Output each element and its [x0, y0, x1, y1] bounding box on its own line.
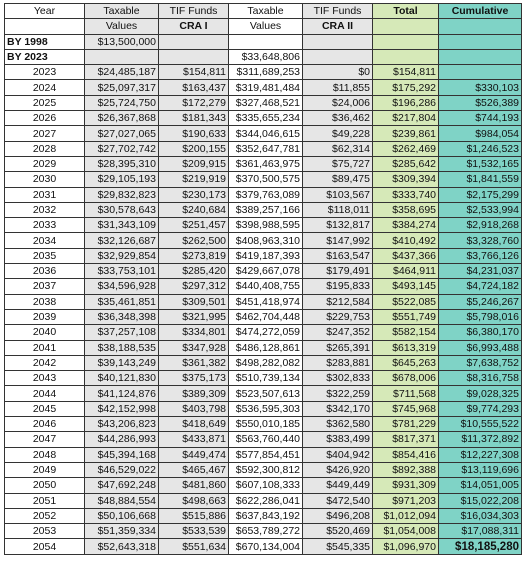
taxable-values-cra2-cell: $335,655,234 [229, 111, 303, 126]
taxable-values-cra2-cell: $352,647,781 [229, 141, 303, 156]
cumulative-cell: $5,246,267 [439, 294, 522, 309]
table-row [5, 65, 522, 80]
cumulative-cell: $8,316,758 [439, 371, 522, 386]
header-taxable-2: Taxable [229, 4, 303, 19]
taxable-values-cra1-cell: $40,121,830 [85, 371, 159, 386]
taxable-values-cra2-cell: $653,789,272 [229, 524, 303, 539]
table-row [5, 325, 522, 340]
year-cell: 2051 [5, 493, 85, 508]
year-cell: 2035 [5, 248, 85, 263]
taxable-values-cra2-cell: $510,739,134 [229, 371, 303, 386]
table-row [5, 401, 522, 416]
base-year-2023-empty-3 [303, 49, 373, 64]
tif-funds-cra1-cell: $334,801 [159, 325, 229, 340]
year-cell: 2042 [5, 355, 85, 370]
taxable-values-cra2-cell: $592,300,812 [229, 462, 303, 477]
taxable-values-cra2-cell: $398,988,595 [229, 218, 303, 233]
base-year-1998-label: BY 1998 [5, 34, 85, 49]
cumulative-cell: $10,555,522 [439, 417, 522, 432]
taxable-values-cra2-cell: $622,286,041 [229, 493, 303, 508]
total-cell: $854,416 [373, 447, 439, 462]
taxable-values-cra2-cell: $670,134,004 [229, 539, 303, 554]
total-cell: $410,492 [373, 233, 439, 248]
cumulative-cell: $13,119,696 [439, 462, 522, 477]
total-cell: $1,012,094 [373, 508, 439, 523]
total-cell: $522,085 [373, 294, 439, 309]
taxable-values-cra1-cell: $29,832,823 [85, 187, 159, 202]
table-row [5, 309, 522, 324]
tif-funds-cra2-cell: $545,335 [303, 539, 373, 554]
taxable-values-cra1-cell: $48,884,554 [85, 493, 159, 508]
cumulative-cell [439, 65, 522, 80]
taxable-values-cra2-cell: $523,507,613 [229, 386, 303, 401]
header-cumulative-2 [439, 19, 522, 34]
cumulative-cell: $6,993,488 [439, 340, 522, 355]
tif-funds-cra1-cell: $551,634 [159, 539, 229, 554]
taxable-values-cra1-cell: $34,596,928 [85, 279, 159, 294]
year-cell: 2054 [5, 539, 85, 554]
taxable-values-cra1-cell: $30,578,643 [85, 202, 159, 217]
total-cell: $582,154 [373, 325, 439, 340]
tif-funds-cra2-cell: $147,992 [303, 233, 373, 248]
taxable-values-cra1-cell: $33,753,101 [85, 264, 159, 279]
tif-funds-cra2-cell: $118,011 [303, 202, 373, 217]
base-year-1998-empty-3 [303, 34, 373, 49]
taxable-values-cra1-cell: $41,124,876 [85, 386, 159, 401]
table-row [5, 524, 522, 539]
cumulative-cell: $526,389 [439, 95, 522, 110]
cumulative-cell: $16,034,303 [439, 508, 522, 523]
table-row [5, 294, 522, 309]
cumulative-cell: $3,328,760 [439, 233, 522, 248]
year-cell: 2043 [5, 371, 85, 386]
year-cell: 2029 [5, 156, 85, 171]
base-year-2023-value: $33,648,806 [229, 49, 303, 64]
tif-funds-cra1-cell: $389,309 [159, 386, 229, 401]
taxable-values-cra1-cell: $44,286,993 [85, 432, 159, 447]
cumulative-cell: $12,227,308 [439, 447, 522, 462]
cumulative-cell: $2,918,268 [439, 218, 522, 233]
cumulative-cell: $3,766,126 [439, 248, 522, 263]
tif-funds-cra2-cell: $36,462 [303, 111, 373, 126]
taxable-values-cra2-cell: $429,667,078 [229, 264, 303, 279]
header-tif-funds-1: TIF Funds [159, 4, 229, 19]
header-tif-funds-2: TIF Funds [303, 4, 373, 19]
total-cell: $464,911 [373, 264, 439, 279]
cumulative-cell: $330,103 [439, 80, 522, 95]
tif-funds-cra1-cell: $498,663 [159, 493, 229, 508]
total-cell: $239,861 [373, 126, 439, 141]
total-cell: $217,804 [373, 111, 439, 126]
taxable-values-cra2-cell: $344,046,615 [229, 126, 303, 141]
tif-funds-cra2-cell: $342,170 [303, 401, 373, 416]
taxable-values-cra1-cell: $32,929,854 [85, 248, 159, 263]
tif-funds-cra1-cell: $240,684 [159, 202, 229, 217]
base-year-1998-value: $13,500,000 [85, 34, 159, 49]
year-cell: 2025 [5, 95, 85, 110]
tif-funds-cra2-cell: $265,391 [303, 340, 373, 355]
cumulative-cell: $984,054 [439, 126, 522, 141]
header-total: Total [373, 4, 439, 19]
total-cell: $285,642 [373, 156, 439, 171]
table-row [5, 156, 522, 171]
year-cell: 2040 [5, 325, 85, 340]
year-cell: 2036 [5, 264, 85, 279]
year-cell: 2028 [5, 141, 85, 156]
year-cell: 2027 [5, 126, 85, 141]
taxable-values-cra1-cell: $36,348,398 [85, 309, 159, 324]
tif-funds-cra2-cell: $496,208 [303, 508, 373, 523]
taxable-values-cra1-cell: $32,126,687 [85, 233, 159, 248]
year-cell: 2037 [5, 279, 85, 294]
year-cell: 2052 [5, 508, 85, 523]
year-cell: 2031 [5, 187, 85, 202]
tif-funds-cra2-cell: $179,491 [303, 264, 373, 279]
tif-funds-cra2-cell: $195,833 [303, 279, 373, 294]
tif-funds-cra1-cell: $190,633 [159, 126, 229, 141]
base-year-2023-empty-4 [373, 49, 439, 64]
taxable-values-cra2-cell: $389,257,166 [229, 202, 303, 217]
total-cell: $645,263 [373, 355, 439, 370]
table-row [5, 279, 522, 294]
total-cell: $1,054,008 [373, 524, 439, 539]
total-cell: $493,145 [373, 279, 439, 294]
taxable-values-cra2-cell: $408,963,310 [229, 233, 303, 248]
taxable-values-cra1-cell: $45,394,168 [85, 447, 159, 462]
total-cell: $678,006 [373, 371, 439, 386]
tif-funds-cra2-cell: $163,547 [303, 248, 373, 263]
total-cell: $781,229 [373, 417, 439, 432]
taxable-values-cra1-cell: $39,143,249 [85, 355, 159, 370]
table-row [5, 447, 522, 462]
base-year-2023-row [5, 49, 522, 64]
year-cell: 2026 [5, 111, 85, 126]
tif-funds-cra1-cell: $433,871 [159, 432, 229, 447]
taxable-values-cra1-cell: $31,343,109 [85, 218, 159, 233]
total-cell: $358,695 [373, 202, 439, 217]
table-row [5, 493, 522, 508]
taxable-values-cra1-cell: $52,643,318 [85, 539, 159, 554]
total-cell: $175,292 [373, 80, 439, 95]
year-cell: 2048 [5, 447, 85, 462]
taxable-values-cra2-cell: $577,854,451 [229, 447, 303, 462]
tif-funds-cra2-cell: $132,817 [303, 218, 373, 233]
tif-funds-cra1-cell: $347,928 [159, 340, 229, 355]
table-row [5, 218, 522, 233]
tif-funds-cra1-cell: $251,457 [159, 218, 229, 233]
tif-funds-cra1-cell: $309,501 [159, 294, 229, 309]
tif-funds-cra1-cell: $219,919 [159, 172, 229, 187]
taxable-values-cra2-cell: $637,843,192 [229, 508, 303, 523]
table-row [5, 417, 522, 432]
tif-funds-cra2-cell: $472,540 [303, 493, 373, 508]
total-cell: $971,203 [373, 493, 439, 508]
table-row [5, 111, 522, 126]
total-cell: $309,394 [373, 172, 439, 187]
table-row [5, 508, 522, 523]
tif-funds-cra2-cell: $283,881 [303, 355, 373, 370]
total-cell: $154,811 [373, 65, 439, 80]
taxable-values-cra2-cell: $563,760,440 [229, 432, 303, 447]
taxable-values-cra1-cell: $28,395,310 [85, 156, 159, 171]
taxable-values-cra2-cell: $498,282,082 [229, 355, 303, 370]
tif-funds-cra1-cell: $375,173 [159, 371, 229, 386]
cumulative-cell: $11,372,892 [439, 432, 522, 447]
table-row [5, 202, 522, 217]
taxable-values-cra2-cell: $536,595,303 [229, 401, 303, 416]
tif-funds-cra1-cell: $172,279 [159, 95, 229, 110]
year-cell: 2024 [5, 80, 85, 95]
tif-funds-cra1-cell: $361,382 [159, 355, 229, 370]
cumulative-cell: $1,532,165 [439, 156, 522, 171]
tif-projection-table [4, 3, 522, 555]
taxable-values-cra2-cell: $327,468,521 [229, 95, 303, 110]
cumulative-cell: $14,051,005 [439, 478, 522, 493]
tif-funds-cra1-cell: $481,860 [159, 478, 229, 493]
table-row [5, 248, 522, 263]
table-row [5, 141, 522, 156]
tif-funds-cra1-cell: $533,539 [159, 524, 229, 539]
tif-funds-cra1-cell: $230,173 [159, 187, 229, 202]
taxable-values-cra1-cell: $25,724,750 [85, 95, 159, 110]
table-row [5, 340, 522, 355]
header-row-2 [5, 19, 522, 34]
taxable-values-cra2-cell: $550,010,185 [229, 417, 303, 432]
tif-funds-cra2-cell: $24,006 [303, 95, 373, 110]
taxable-values-cra1-cell: $24,485,187 [85, 65, 159, 80]
taxable-values-cra1-cell: $27,027,065 [85, 126, 159, 141]
header-values-2: Values [229, 19, 303, 34]
cumulative-cell: $9,774,293 [439, 401, 522, 416]
taxable-values-cra2-cell: $451,418,974 [229, 294, 303, 309]
year-cell: 2045 [5, 401, 85, 416]
tif-funds-cra1-cell: $418,649 [159, 417, 229, 432]
base-year-2023-empty-2 [159, 49, 229, 64]
cumulative-cell: $2,175,299 [439, 187, 522, 202]
total-cell: $333,740 [373, 187, 439, 202]
table-row [5, 478, 522, 493]
base-year-1998-empty-2 [229, 34, 303, 49]
tif-funds-cra2-cell: $247,352 [303, 325, 373, 340]
taxable-values-cra2-cell: $486,128,861 [229, 340, 303, 355]
tif-funds-cra1-cell: $262,500 [159, 233, 229, 248]
tif-funds-cra2-cell: $322,259 [303, 386, 373, 401]
table-row [5, 539, 522, 554]
total-cell: $384,274 [373, 218, 439, 233]
total-cell: $892,388 [373, 462, 439, 477]
header-taxable-1: Taxable [85, 4, 159, 19]
table-row [5, 432, 522, 447]
tif-funds-cra2-cell: $89,475 [303, 172, 373, 187]
tif-funds-cra2-cell: $449,449 [303, 478, 373, 493]
taxable-values-cra2-cell: $311,689,253 [229, 65, 303, 80]
base-year-2023-empty-1 [85, 49, 159, 64]
tif-funds-cra1-cell: $321,995 [159, 309, 229, 324]
year-cell: 2038 [5, 294, 85, 309]
base-year-1998-empty-4 [373, 34, 439, 49]
year-cell: 2033 [5, 218, 85, 233]
tif-funds-cra2-cell: $383,499 [303, 432, 373, 447]
taxable-values-cra1-cell: $42,152,998 [85, 401, 159, 416]
base-year-1998-empty-5 [439, 34, 522, 49]
tif-funds-cra2-cell: $302,833 [303, 371, 373, 386]
taxable-values-cra2-cell: $370,500,575 [229, 172, 303, 187]
taxable-values-cra2-cell: $419,187,393 [229, 248, 303, 263]
table-row [5, 187, 522, 202]
year-cell: 2049 [5, 462, 85, 477]
table-row [5, 355, 522, 370]
base-year-2023-empty-5 [439, 49, 522, 64]
year-cell: 2046 [5, 417, 85, 432]
total-cell: $1,096,970 [373, 539, 439, 554]
taxable-values-cra2-cell: $361,463,975 [229, 156, 303, 171]
total-cell: $437,366 [373, 248, 439, 263]
cumulative-cell: $5,798,016 [439, 309, 522, 324]
taxable-values-cra1-cell: $37,257,108 [85, 325, 159, 340]
tif-funds-cra2-cell: $11,855 [303, 80, 373, 95]
total-cell: $551,749 [373, 309, 439, 324]
taxable-values-cra2-cell: $440,408,755 [229, 279, 303, 294]
taxable-values-cra1-cell: $50,106,668 [85, 508, 159, 523]
cumulative-cell: $4,231,037 [439, 264, 522, 279]
header-total-2 [373, 19, 439, 34]
base-year-1998-empty-1 [159, 34, 229, 49]
year-cell: 2041 [5, 340, 85, 355]
header-values-1: Values [85, 19, 159, 34]
tif-funds-cra1-cell: $209,915 [159, 156, 229, 171]
year-cell: 2032 [5, 202, 85, 217]
total-cell: $711,568 [373, 386, 439, 401]
taxable-values-cra2-cell: $462,704,448 [229, 309, 303, 324]
table-row [5, 371, 522, 386]
cumulative-cell: $744,193 [439, 111, 522, 126]
taxable-values-cra1-cell: $26,367,868 [85, 111, 159, 126]
cumulative-cell: $1,246,523 [439, 141, 522, 156]
table-row [5, 126, 522, 141]
total-cell: $613,319 [373, 340, 439, 355]
cumulative-cell: $2,533,994 [439, 202, 522, 217]
table-row [5, 462, 522, 477]
taxable-values-cra2-cell: $607,108,333 [229, 478, 303, 493]
header-cra-1: CRA I [159, 19, 229, 34]
table-row [5, 95, 522, 110]
taxable-values-cra1-cell: $25,097,317 [85, 80, 159, 95]
header-row-1 [5, 4, 522, 19]
tif-funds-cra2-cell: $75,727 [303, 156, 373, 171]
total-cell: $262,469 [373, 141, 439, 156]
tif-funds-cra2-cell: $62,314 [303, 141, 373, 156]
tif-funds-cra1-cell: $403,798 [159, 401, 229, 416]
tif-funds-cra1-cell: $154,811 [159, 65, 229, 80]
taxable-values-cra1-cell: $35,461,851 [85, 294, 159, 309]
header-year-2 [5, 19, 85, 34]
tif-funds-cra2-cell: $426,920 [303, 462, 373, 477]
tif-funds-cra1-cell: $200,155 [159, 141, 229, 156]
tif-funds-cra2-cell: $520,469 [303, 524, 373, 539]
tif-funds-cra1-cell: $285,420 [159, 264, 229, 279]
year-cell: 2047 [5, 432, 85, 447]
taxable-values-cra1-cell: $27,702,742 [85, 141, 159, 156]
base-year-1998-row [5, 34, 522, 49]
taxable-values-cra2-cell: $319,481,484 [229, 80, 303, 95]
tif-funds-cra2-cell: $404,942 [303, 447, 373, 462]
year-cell: 2023 [5, 65, 85, 80]
tif-funds-cra1-cell: $181,343 [159, 111, 229, 126]
table-row [5, 172, 522, 187]
total-cell: $817,371 [373, 432, 439, 447]
table-row [5, 233, 522, 248]
tif-funds-cra1-cell: $297,312 [159, 279, 229, 294]
tif-funds-cra1-cell: $163,437 [159, 80, 229, 95]
cumulative-cell: $15,022,208 [439, 493, 522, 508]
table-row [5, 386, 522, 401]
base-year-2023-label: BY 2023 [5, 49, 85, 64]
year-cell: 2044 [5, 386, 85, 401]
header-cumulative: Cumulative [439, 4, 522, 19]
year-cell: 2053 [5, 524, 85, 539]
cumulative-cell: $6,380,170 [439, 325, 522, 340]
year-cell: 2039 [5, 309, 85, 324]
tif-funds-cra1-cell: $273,819 [159, 248, 229, 263]
tif-funds-cra1-cell: $465,467 [159, 462, 229, 477]
table-row [5, 80, 522, 95]
total-cell: $745,968 [373, 401, 439, 416]
tif-funds-cra1-cell: $515,886 [159, 508, 229, 523]
taxable-values-cra1-cell: $51,359,334 [85, 524, 159, 539]
tif-funds-cra2-cell: $0 [303, 65, 373, 80]
taxable-values-cra1-cell: $29,105,193 [85, 172, 159, 187]
taxable-values-cra1-cell: $38,188,535 [85, 340, 159, 355]
cumulative-cell: $4,724,182 [439, 279, 522, 294]
cumulative-cell: $9,028,325 [439, 386, 522, 401]
total-cell: $196,286 [373, 95, 439, 110]
header-cra-2: CRA II [303, 19, 373, 34]
cumulative-cell: $7,638,752 [439, 355, 522, 370]
total-cell: $931,309 [373, 478, 439, 493]
cumulative-cell: $17,088,311 [439, 524, 522, 539]
tif-funds-cra2-cell: $103,567 [303, 187, 373, 202]
cumulative-cell: $18,185,280 [439, 539, 522, 554]
table-row [5, 264, 522, 279]
tif-funds-cra1-cell: $449,474 [159, 447, 229, 462]
tif-funds-cra2-cell: $362,580 [303, 417, 373, 432]
taxable-values-cra1-cell: $46,529,022 [85, 462, 159, 477]
taxable-values-cra2-cell: $474,272,059 [229, 325, 303, 340]
header-year: Year [5, 4, 85, 19]
taxable-values-cra1-cell: $43,206,823 [85, 417, 159, 432]
year-cell: 2050 [5, 478, 85, 493]
tif-funds-cra2-cell: $229,753 [303, 309, 373, 324]
tif-funds-cra2-cell: $49,228 [303, 126, 373, 141]
year-cell: 2034 [5, 233, 85, 248]
taxable-values-cra2-cell: $379,763,089 [229, 187, 303, 202]
year-cell: 2030 [5, 172, 85, 187]
taxable-values-cra1-cell: $47,692,248 [85, 478, 159, 493]
cumulative-cell: $1,841,559 [439, 172, 522, 187]
tif-funds-cra2-cell: $212,584 [303, 294, 373, 309]
